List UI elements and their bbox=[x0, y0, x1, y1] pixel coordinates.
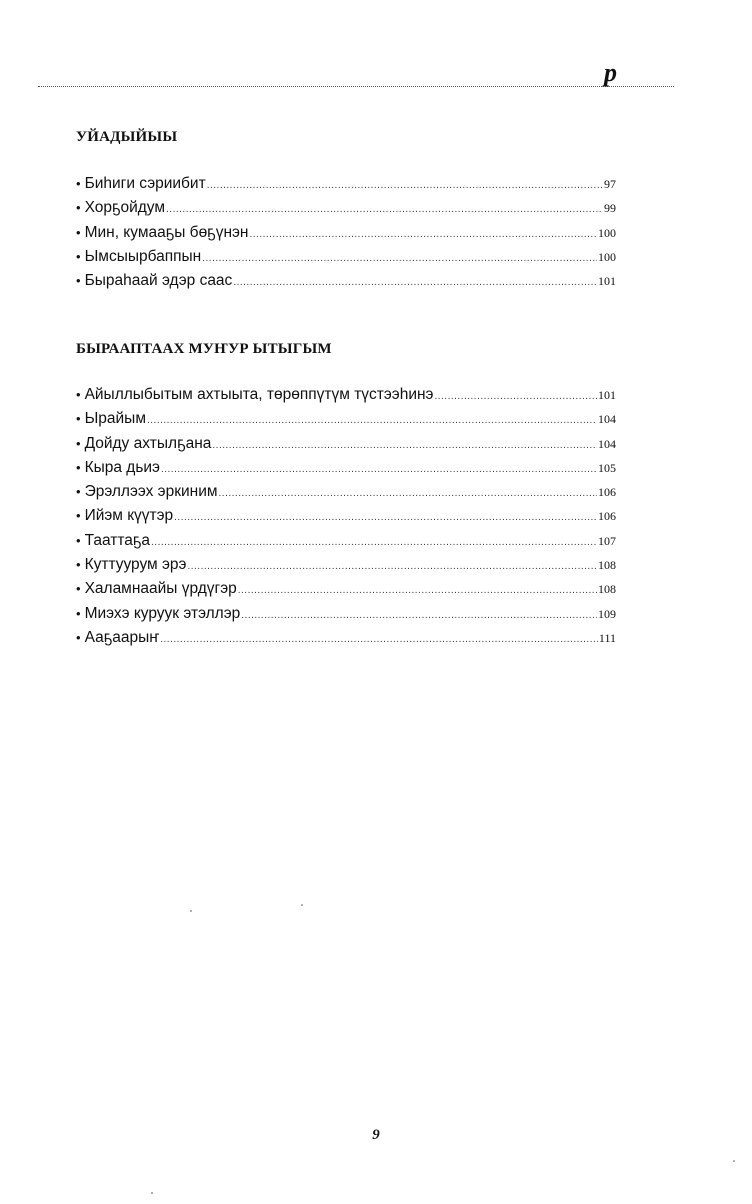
bullet: • bbox=[76, 605, 81, 621]
entry-title: Мин, кумааҕы бөҕүнэн bbox=[84, 223, 249, 241]
entry-page: 108 bbox=[598, 582, 616, 597]
bullet: • bbox=[76, 273, 81, 289]
toc-entry bbox=[76, 483, 616, 507]
entry-page: 106 bbox=[598, 485, 616, 500]
entry-page: 105 bbox=[598, 460, 616, 475]
entry-page: 100 bbox=[598, 249, 616, 264]
entry-page: 106 bbox=[598, 509, 616, 524]
scan-speck bbox=[301, 904, 303, 906]
entry-page: 109 bbox=[598, 606, 616, 621]
bullet: • bbox=[76, 176, 81, 191]
entry-title: Миэхэ куруук этэллэр bbox=[84, 604, 241, 622]
entry-title: Кыра дьиэ bbox=[84, 458, 160, 476]
toc-entry bbox=[76, 199, 616, 223]
toc-entry bbox=[76, 272, 616, 296]
toc-entry bbox=[76, 175, 616, 199]
header-rule bbox=[38, 86, 674, 87]
page-number: 9 bbox=[372, 1127, 380, 1143]
dot-leader bbox=[161, 464, 597, 475]
toc-list bbox=[76, 175, 616, 296]
toc-entry bbox=[76, 459, 616, 483]
entry-title: Хорҕойдум bbox=[84, 199, 166, 217]
toc-entry bbox=[76, 248, 616, 272]
dot-leader bbox=[207, 180, 603, 191]
toc-entry bbox=[76, 410, 616, 434]
entry-page: 101 bbox=[598, 274, 616, 289]
dot-leader bbox=[166, 204, 603, 215]
section-title: БЫРААПТААХ МУҤУР ЫТЫГЫМ bbox=[76, 341, 332, 357]
entry-page: 107 bbox=[598, 533, 616, 548]
entry-page: 101 bbox=[598, 388, 616, 402]
toc-entry bbox=[76, 224, 616, 248]
entry-title: Тааттаҕа bbox=[84, 531, 151, 549]
toc-entry bbox=[76, 580, 616, 604]
dot-leader bbox=[187, 561, 597, 572]
bullet: • bbox=[76, 484, 81, 500]
entry-title: Халамнаайы үрдүгэр bbox=[84, 580, 237, 598]
toc-entry bbox=[76, 629, 616, 653]
bullet: • bbox=[76, 200, 81, 216]
toc-entry bbox=[76, 605, 616, 629]
dot-leader bbox=[202, 253, 597, 264]
dot-leader bbox=[160, 634, 598, 645]
dot-leader bbox=[147, 415, 597, 426]
bullet: • bbox=[76, 387, 81, 402]
entry-page: 97 bbox=[604, 177, 616, 191]
entry-title: Ийэм күүтэр bbox=[84, 507, 174, 525]
bullet: • bbox=[76, 435, 81, 451]
toc-entry bbox=[76, 507, 616, 531]
scan-speck bbox=[733, 1160, 735, 1162]
dot-leader bbox=[238, 585, 597, 596]
toc-entry bbox=[76, 386, 616, 410]
entry-page: 100 bbox=[598, 225, 616, 240]
bullet: • bbox=[76, 581, 81, 597]
entry-title: Быраһаай эдэр саас bbox=[84, 272, 233, 290]
bullet: • bbox=[76, 224, 81, 240]
header-mark: p bbox=[604, 58, 617, 87]
bullet: • bbox=[76, 557, 81, 573]
entry-title: Ымсыырбаппын bbox=[84, 247, 202, 265]
toc-entry bbox=[76, 556, 616, 580]
bullet: • bbox=[76, 532, 81, 548]
dot-leader bbox=[241, 610, 597, 621]
entry-title: Ааҕаарыҥ bbox=[84, 628, 160, 646]
entry-title: Ырайым bbox=[84, 410, 146, 428]
entry-title: Биһиги сэриибит bbox=[84, 175, 206, 192]
dot-leader bbox=[212, 440, 597, 451]
dot-leader bbox=[434, 391, 597, 402]
bullet: • bbox=[76, 411, 81, 427]
toc-entry bbox=[76, 532, 616, 556]
scan-speck bbox=[151, 1192, 153, 1194]
entry-page: 104 bbox=[598, 412, 616, 427]
scan-speck bbox=[190, 910, 192, 912]
entry-title: Айыллыбытым ахтыыта, төрөппүтүм түстээһинэ bbox=[84, 386, 434, 403]
toc-list bbox=[76, 386, 616, 653]
bullet: • bbox=[76, 629, 81, 645]
dot-leader bbox=[219, 488, 597, 499]
dot-leader bbox=[233, 277, 597, 288]
entry-page: 108 bbox=[598, 558, 616, 573]
toc-entry bbox=[76, 435, 616, 459]
bullet: • bbox=[76, 459, 81, 475]
entry-page: 99 bbox=[604, 201, 616, 216]
dot-leader bbox=[151, 537, 597, 548]
bullet: • bbox=[76, 508, 81, 524]
entry-title: Дойду ахтылҕана bbox=[84, 434, 212, 452]
bullet: • bbox=[76, 248, 81, 264]
section-title: УЙАДЫЙЫЫ bbox=[76, 129, 178, 145]
entry-page: 111 bbox=[598, 630, 616, 645]
entry-title: Эрэллээх эркиним bbox=[84, 483, 218, 501]
dot-leader bbox=[174, 512, 597, 523]
entry-title: Куттуурум эрэ bbox=[84, 556, 187, 574]
entry-page: 104 bbox=[598, 436, 616, 451]
dot-leader bbox=[249, 229, 597, 240]
